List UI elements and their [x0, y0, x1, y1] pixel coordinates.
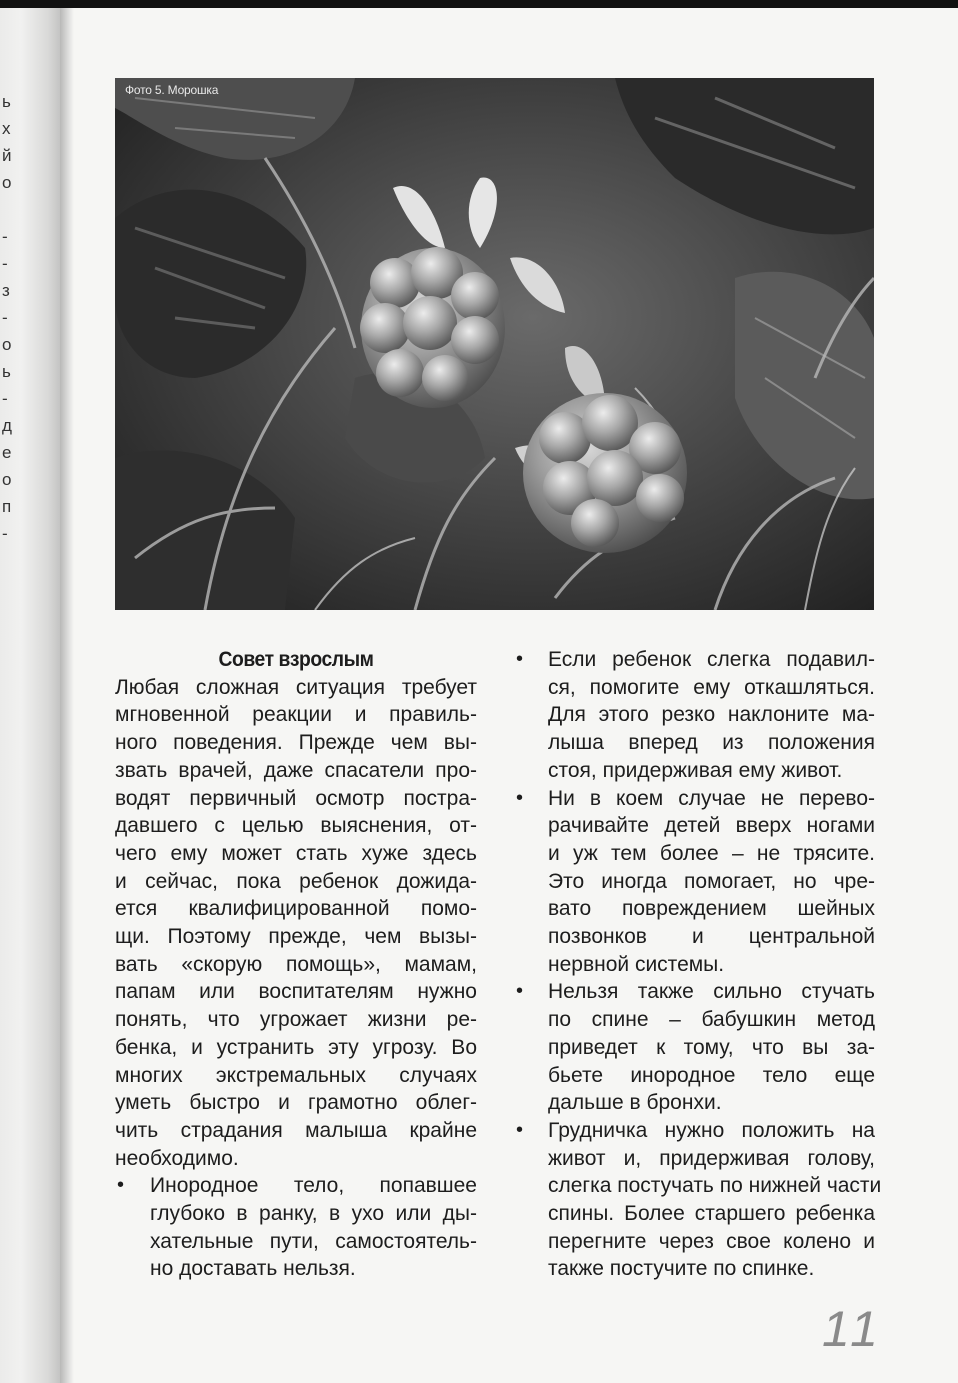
text-line: вато повреждением шейных [548, 897, 875, 921]
text-line: Инородное тело, попавшее [150, 1174, 477, 1198]
previous-page-fragment: о [2, 173, 12, 192]
bullet-item [115, 1172, 477, 1283]
bullet-item [514, 1117, 882, 1283]
text-line: ся, помогите ему откашляться. [548, 675, 875, 699]
bullet-item [514, 785, 875, 979]
previous-page-text-fragments [2, 88, 22, 547]
previous-page-fragment: - [2, 308, 8, 327]
previous-page-fragment: - [2, 389, 8, 408]
text-line: ного поведения. Прежде чем вы- [115, 731, 477, 755]
text-line: чить страдания малыша крайне [115, 1118, 477, 1142]
text-line: ется квалифицированной помо- [115, 897, 477, 921]
previous-page-fragment: х [2, 119, 11, 138]
page-number: 11 [822, 1301, 882, 1357]
text-line: Грудничка нужно положить на [548, 1118, 875, 1142]
previous-page-fragment: п [2, 497, 12, 516]
text-line: бенка, и устранить эту угрозу. Во [115, 1035, 477, 1059]
intro-paragraph [115, 674, 477, 1173]
bullet-text [548, 1117, 882, 1283]
previous-page-fragment: ь [2, 362, 11, 381]
text-line: понять, что угрожает жизни ре- [115, 1008, 477, 1032]
text-line: Нельзя также сильно стучать [548, 980, 875, 1004]
previous-page-fragment: - [2, 524, 8, 543]
section-heading: Совет взрослым [218, 648, 374, 671]
text-line: также постучите по спинке. [548, 1257, 815, 1281]
text-line: но доставать нельзя. [150, 1257, 356, 1281]
text-line: живот и, придерживая голову, [548, 1146, 875, 1170]
text-line: бьете инородное тело еще [548, 1063, 875, 1087]
previous-page-fragment [2, 196, 22, 223]
bullet-marker: • [516, 648, 524, 670]
right-text-column [514, 646, 882, 1283]
text-line: водят первичный осмотр постра- [115, 786, 477, 810]
text-line: Это иногда помогает, но чре- [548, 869, 875, 893]
previous-page-fragment: о [2, 470, 12, 489]
photo-caption: Фото 5. Морошка [125, 83, 219, 97]
text-line: приведет к тому, что вы за- [548, 1035, 875, 1059]
bullet-marker: • [117, 1174, 125, 1197]
scan-top-edge [0, 0, 958, 8]
text-line: Для этого резко наклоните ма- [548, 703, 875, 727]
bullet-marker: • [516, 980, 524, 1003]
text-line: по спине – бабушкин метод [548, 1008, 875, 1032]
text-line: стоя, придерживая ему живот. [548, 758, 843, 782]
text-line: уметь быстро и грамотно облег- [115, 1091, 477, 1115]
book-gutter [60, 8, 74, 1383]
previous-page-fragment: е [2, 443, 12, 462]
text-line: Ни в коем случае не перево- [548, 786, 875, 810]
text-line: Если ребенок слегка подавил- [548, 648, 875, 671]
bullet-item [514, 978, 875, 1117]
text-line: позвонков и центральной [548, 925, 875, 949]
text-line: щи. Поэтому прежде, чем вызы- [115, 925, 477, 949]
text-line: необходимо. [115, 1146, 239, 1170]
cloudberry-photo [115, 78, 874, 610]
bullet-marker: • [516, 1118, 524, 1141]
text-line: хательные пути, самостоятель- [150, 1229, 477, 1253]
text-line: глубоко в ранку, в ухо или ды- [150, 1202, 477, 1226]
text-line: Любая сложная ситуация требует [115, 675, 477, 699]
text-line: перегните через свое колено и [548, 1229, 875, 1253]
previous-page-fragment: о [2, 335, 12, 354]
text-line: и сейчас, пока ребенок дожида- [115, 869, 477, 893]
previous-page-fragment: д [2, 416, 12, 435]
bullet-text [548, 785, 875, 979]
bullet-text [150, 1172, 477, 1283]
previous-page-fragment: й [2, 146, 12, 165]
text-line: давшего с целью выяснения, от- [115, 814, 477, 838]
cloudberry-illustration [115, 78, 874, 610]
bullet-marker: • [516, 786, 524, 809]
text-line: рачивайте детей вверх ногами [548, 814, 875, 838]
previous-page-fragment: - [2, 227, 8, 246]
text-line: звать врачей, даже спасатели про- [115, 758, 477, 782]
left-text-column [115, 646, 477, 1283]
bullet-text [548, 978, 875, 1117]
text-line: спины. Более старшего ребенка [548, 1202, 875, 1226]
text-line: и уж тем более – не трясите. [548, 841, 875, 865]
text-line: вать «скорую помощь», мамам, [115, 952, 477, 976]
text-line: чего ему может стать хуже здесь [115, 841, 477, 865]
text-line: нервной системы. [548, 952, 725, 976]
bullet-text [548, 646, 875, 785]
previous-page-fragment: ь [2, 92, 11, 111]
bullet-item [514, 646, 875, 785]
previous-page-fragment: - [2, 254, 8, 273]
text-line: дальше в бронхи. [548, 1091, 722, 1115]
text-line: многих экстремальных случаях [115, 1063, 477, 1087]
text-line: папам или воспитателям нужно [115, 980, 477, 1004]
previous-page-fragment: з [2, 281, 10, 300]
text-line: лыша вперед из положения [548, 731, 875, 755]
text-line: мгновенной реакции и правиль- [115, 703, 477, 727]
text-line: слегка постучать по нижней части [548, 1174, 882, 1198]
